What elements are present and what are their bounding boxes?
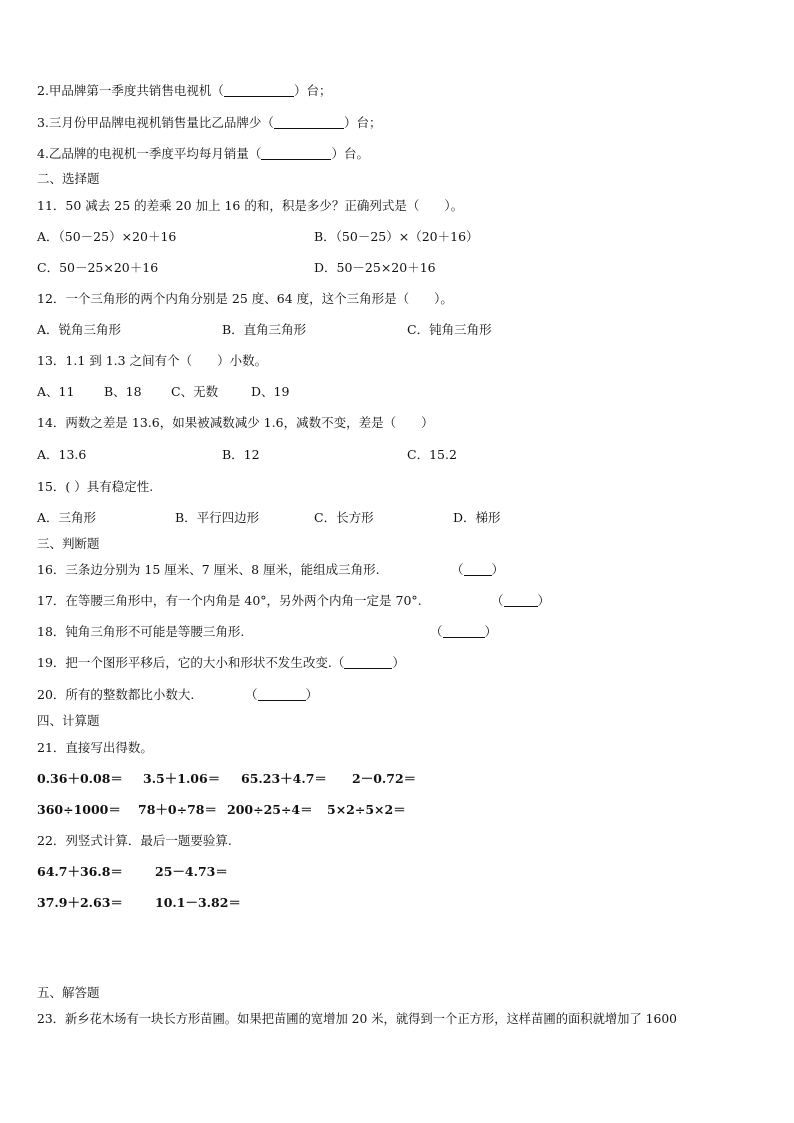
q22-expression: 25－4.73＝	[155, 864, 228, 879]
q13-option-d[interactable]: D、19	[251, 384, 290, 399]
answer-blank[interactable]	[224, 84, 294, 97]
q21-expression: 65.23＋4.7＝	[241, 771, 327, 786]
q21-expression: 3.5＋1.06＝	[143, 771, 221, 786]
question-12: 12．一个三角形的两个内角分别是 25 度、64 度，这个三角形是（ ）。	[37, 291, 453, 306]
q11-option-a[interactable]: A．（50－25）×20＋16	[37, 229, 177, 244]
question-22: 22．列竖式计算．最后一题要验算.	[37, 833, 232, 848]
q13-option-b[interactable]: B、18	[104, 384, 142, 399]
question-16: 16．三条边分别为 15 厘米、7 厘米、8 厘米，能组成三角形.	[37, 562, 380, 577]
question-11: 11．50 减去 25 的差乘 20 加上 16 的和，积是多少？正确列式是（ ）。	[37, 198, 464, 213]
q16-answer-box[interactable]: （ ）	[451, 562, 505, 577]
q14-option-c[interactable]: C．15.2	[407, 447, 457, 462]
q13-option-a[interactable]: A、11	[37, 384, 75, 399]
question-15: 15．( ）具有稳定性.	[37, 479, 154, 494]
q22-expression: 10.1－3.82＝	[155, 895, 241, 910]
answer-blank[interactable]	[443, 625, 485, 638]
answer-blank[interactable]	[344, 656, 392, 669]
q15-option-b[interactable]: B．平行四边形	[175, 510, 260, 525]
question-20: 20．所有的整数都比小数大.	[37, 687, 195, 702]
q17-answer-box[interactable]: （ ）	[491, 593, 551, 608]
q15-option-c[interactable]: C．长方形	[314, 510, 374, 525]
q11-option-d[interactable]: D．50－25×20＋16	[314, 260, 436, 275]
answer-blank[interactable]	[274, 116, 344, 129]
question-s3: 3.三月份甲品牌电视机销售量比乙品牌少（ ）台；	[37, 115, 382, 130]
question-21: 21．直接写出得数。	[37, 740, 153, 755]
section-heading-calculation: 四、计算题	[37, 713, 100, 728]
q22-expression: 37.9＋2.63＝	[37, 895, 123, 910]
q13-option-c[interactable]: C、无数	[171, 384, 219, 399]
answer-blank[interactable]	[464, 563, 492, 576]
q11-option-b[interactable]: B．（50－25）×（20＋16）	[314, 229, 479, 244]
q15-option-d[interactable]: D．梯形	[453, 510, 501, 525]
q11-option-c[interactable]: C．50－25×20＋16	[37, 260, 159, 275]
q21-expression: 200÷25÷4＝	[227, 802, 313, 817]
q21-expression: 2－0.72＝	[352, 771, 417, 786]
question-13: 13．1.1 到 1.3 之间有个（ ）小数。	[37, 353, 268, 368]
question-s2: 2.甲品牌第一季度共销售电视机（ ）台；	[37, 83, 332, 98]
q14-option-b[interactable]: B．12	[222, 447, 260, 462]
q15-option-a[interactable]: A．三角形	[37, 510, 97, 525]
answer-blank[interactable]	[261, 147, 331, 160]
section-heading-choice: 二、选择题	[37, 171, 100, 186]
section-heading-judgement: 三、判断题	[37, 536, 100, 551]
q21-expression: 0.36＋0.08＝	[37, 771, 123, 786]
q22-expression: 64.7＋36.8＝	[37, 864, 123, 879]
question-14: 14．两数之差是 13.6，如果被减数减少 1.6，减数不变，差是（ ）	[37, 415, 434, 430]
question-19: 19．把一个图形平移后，它的大小和形状不发生改变.（ ）	[37, 655, 405, 670]
q12-option-b[interactable]: B．直角三角形	[222, 322, 307, 337]
section-heading-word-problems: 五、解答题	[37, 985, 100, 1000]
q14-option-a[interactable]: A．13.6	[37, 447, 87, 462]
question-18: 18．钝角三角形不可能是等腰三角形.	[37, 624, 245, 639]
question-23: 23．新乡花木场有一块长方形苗圃。如果把苗圃的宽增加 20 米，就得到一个正方形，这样苗圃的面积就增加了 1600	[37, 1012, 677, 1026]
q18-answer-box[interactable]: （ ）	[430, 624, 498, 639]
q21-expression: 360÷1000＝	[37, 802, 121, 817]
q21-expression: 5×2÷5×2＝	[327, 802, 406, 817]
answer-blank[interactable]	[504, 594, 538, 607]
q12-option-c[interactable]: C．钝角三角形	[407, 322, 492, 337]
question-s4: 4.乙品牌的电视机一季度平均每月销量（ ）台。	[37, 146, 369, 161]
q12-option-a[interactable]: A．锐角三角形	[37, 322, 122, 337]
question-17: 17．在等腰三角形中，有一个内角是 40°，另外两个内角一定是 70°.	[37, 593, 422, 608]
q20-answer-box[interactable]: （ ）	[245, 687, 319, 702]
q21-expression: 78＋0÷78＝	[138, 802, 217, 817]
answer-blank[interactable]	[258, 688, 306, 701]
